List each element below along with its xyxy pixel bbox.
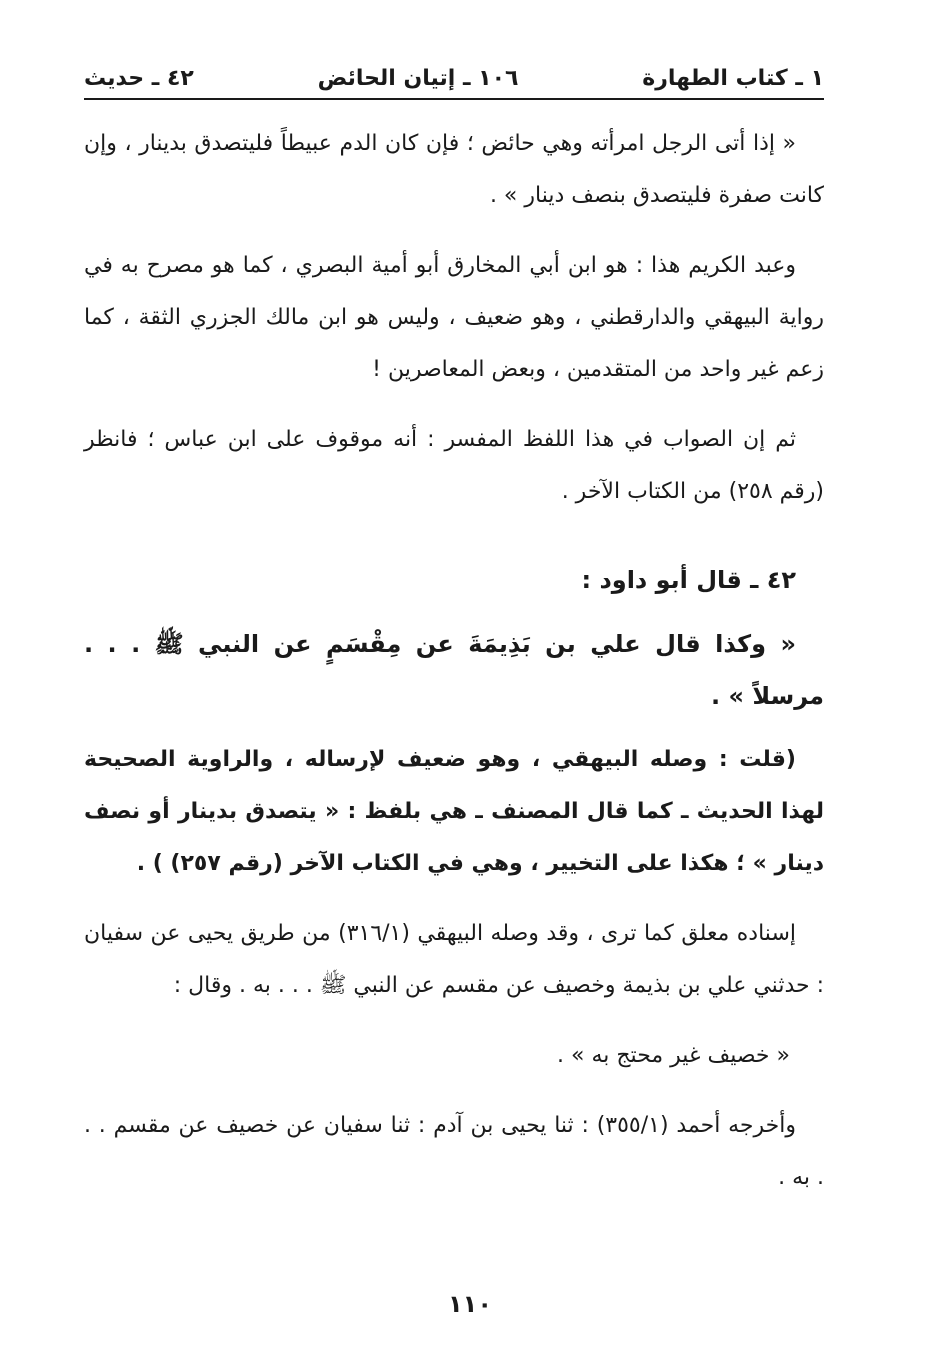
paragraph-quote-top: « إذا أتى الرجل امرأته وهي حائض ؛ فإن كان الدم عبيطاً فليتصدق بدينار ، وإن كانت صفرة فليتصدق بنصف دينار » . bbox=[84, 131, 824, 208]
header-hadith: ٤٢ ـ حديث bbox=[84, 65, 194, 91]
running-header bbox=[84, 58, 824, 98]
page-body bbox=[84, 118, 824, 1204]
paragraph-ahmad: وأخرجه أحمد (٣٥٥/١) : ثنا يحيى بن آدم : ثنا سفيان عن خصيف عن مقسم . . . به . bbox=[84, 1113, 824, 1190]
paragraph-isnad: إسناده معلق كما ترى ، وقد وصله البيهقي (٣١٦/١) من طريق يحيى عن سفيان : حدثني علي بن بذيمة وخصيف عن مقسم عن النبي ﷺ . . . به . وقال : bbox=[84, 921, 824, 998]
hadith-text: « وكذا قال علي بن بَذِيمَةَ عن مِقْسَمٍ عن النبي ﷺ . . . مرسلاً » . bbox=[84, 630, 824, 710]
header-chapter: ١ ـ كتاب الطهارة bbox=[642, 65, 824, 91]
hadith-heading: ٤٢ ـ قال أبو داود : bbox=[581, 566, 796, 594]
header-rule bbox=[84, 98, 824, 100]
header-section: ١٠٦ ـ إتيان الحائض bbox=[317, 65, 519, 91]
paragraph-qultu: (قلت : وصله البيهقي ، وهو ضعيف لإرساله ، والراوية الصحيحة لهذا الحديث ـ كما قال المصنف ـ هي بلفظ : « يتصدق بدينار أو نصف دينار » ؛ هكذا على التخيير ، وهي في الكتاب الآخر (رقم ٢٥٧) ) . bbox=[84, 747, 824, 876]
page-number: ١١٠ bbox=[448, 1290, 492, 1318]
paragraph-abdulkarim: وعبد الكريم هذا : هو ابن أبي المخارق أبو أمية البصري ، كما هو مصرح به في رواية البيهقي والدارقطني ، وهو ضعيف ، وليس هو ابن مالك الجزري الثقة ، كما زعم غير واحد من المتقدمين ، وبعض المعاصرين ! bbox=[84, 253, 824, 382]
paragraph-sawab: ثم إن الصواب في هذا اللفظ المفسر : أنه موقوف على ابن عباس ؛ فانظر (رقم ٢٥٨) من الكتاب الآخر . bbox=[84, 427, 824, 504]
paragraph-khasif-quote: « خصيف غير محتج به » . bbox=[557, 1043, 790, 1068]
